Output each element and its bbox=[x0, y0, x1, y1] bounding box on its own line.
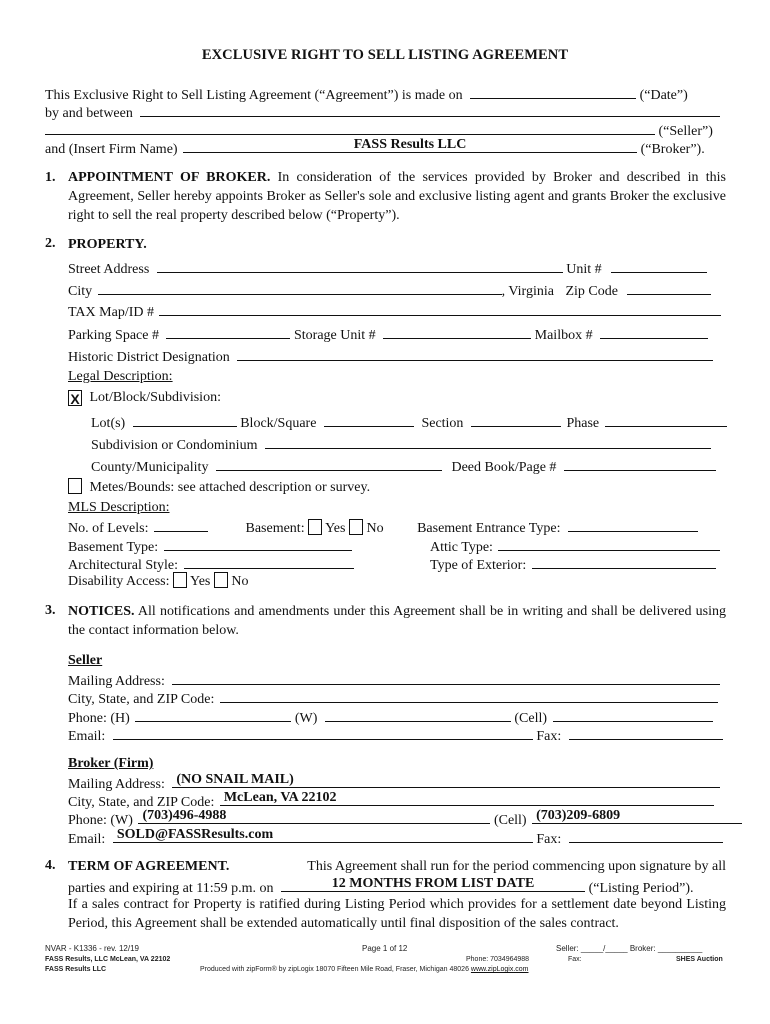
section-2-heading: PROPERTY. bbox=[68, 237, 147, 252]
footer-form-id: NVAR - K1336 - rev. 12/19 bbox=[45, 944, 139, 953]
ziplogix-link[interactable]: www.zipLogix.com bbox=[470, 966, 529, 973]
seller-email-row: Email: Fax: bbox=[68, 725, 723, 746]
levels-row: No. of Levels: Basement: Yes No Basement Entrance Type: bbox=[68, 517, 698, 538]
unit-field[interactable] bbox=[611, 258, 707, 273]
street-row: Street Address Unit # bbox=[68, 258, 707, 279]
section-3-heading: NOTICES. bbox=[68, 604, 135, 619]
footer-transaction: SHES Auction bbox=[676, 956, 723, 963]
seller-fax-field[interactable] bbox=[569, 725, 723, 740]
seller-mailing-field[interactable] bbox=[172, 670, 720, 685]
broker-fax-field[interactable] bbox=[569, 828, 723, 843]
firm-name-field[interactable]: FASS Results LLC bbox=[183, 138, 637, 153]
section-3-number: 3. bbox=[45, 603, 56, 618]
broker-csz-row: City, State, and ZIP Code: McLean, VA 22102 bbox=[68, 791, 714, 812]
attic-row: Attic Type: bbox=[430, 536, 720, 557]
section-field[interactable] bbox=[471, 412, 561, 427]
seller-contact-heading: Seller bbox=[68, 653, 103, 668]
historic-row: Historic District Designation bbox=[68, 346, 713, 367]
basement-type-row: Basement Type: bbox=[68, 536, 352, 557]
parking-row: Parking Space # Storage Unit # Mailbox # bbox=[68, 324, 708, 345]
subdivision-field[interactable] bbox=[265, 434, 711, 449]
exterior-row: Type of Exterior: bbox=[430, 554, 716, 575]
intro-line-1: This Exclusive Right to Sell Listing Agreement (“Agreement”) is made on (“Date”) bbox=[45, 84, 688, 105]
arch-row: Architectural Style: bbox=[68, 554, 354, 575]
disability-row: Disability Access: Yes No bbox=[68, 574, 249, 589]
section-4-line-2: parties and expiring at 11:59 p.m. on 12 MONTHS FROM LIST DATE (“Listing Period”). bbox=[68, 876, 694, 896]
disability-yes-checkbox[interactable] bbox=[173, 572, 187, 588]
broker-phone-work-field[interactable]: (703)496-4988 bbox=[138, 809, 490, 824]
broker-email-field[interactable]: SOLD@FASSResults.com bbox=[113, 828, 533, 843]
footer-phone: Phone: 7034964988 bbox=[466, 956, 530, 963]
arch-field[interactable] bbox=[184, 554, 354, 569]
party-field[interactable] bbox=[140, 102, 720, 117]
intro-line-3: (“Seller”) bbox=[45, 120, 713, 141]
seller-phone-cell-field[interactable] bbox=[553, 707, 713, 722]
basement-yes-checkbox[interactable] bbox=[308, 519, 322, 535]
footer-page-number: Page 1 of 12 bbox=[362, 944, 408, 953]
broker-phone-cell-field[interactable]: (703)209-6809 bbox=[532, 809, 742, 824]
taxmap-row: TAX Map/ID # bbox=[68, 301, 721, 322]
zip-field[interactable] bbox=[627, 280, 711, 295]
section-4-line-1: TERM OF AGREEMENT. This Agreement shall run for the period commencing upon signature by all bbox=[68, 859, 726, 874]
seller-csz-field[interactable] bbox=[220, 688, 718, 703]
intro-line-2: by and between bbox=[45, 102, 720, 123]
county-row: County/Municipality Deed Book/Page # bbox=[91, 456, 716, 477]
basement-no-checkbox[interactable] bbox=[349, 519, 363, 535]
storage-field[interactable] bbox=[383, 324, 531, 339]
exterior-field[interactable] bbox=[532, 554, 716, 569]
section-4-body: If a sales contract for Property is ratified during Listing Period which provides for a settlement date beyond Listing Period, this Agreement shall be extended automatically until final disposition of the sales contract. bbox=[68, 897, 726, 931]
section-2-number: 2. bbox=[45, 236, 56, 251]
mls-description-label: MLS Description: bbox=[68, 500, 170, 515]
levels-field[interactable] bbox=[154, 517, 208, 532]
footer-firm-address: FASS Results, LLC McLean, VA 22102 bbox=[45, 956, 171, 963]
legal-description-label: Legal Description: bbox=[68, 369, 173, 384]
parking-field[interactable] bbox=[166, 324, 290, 339]
section-1-text bbox=[68, 168, 726, 225]
entrance-field[interactable] bbox=[568, 517, 698, 532]
section-1-body: In consideration of the services provided by Broker and described in this Agreement, Seller hereby appoints Broker as Seller's sole and exclusive listing agent and grants Broker the exclusive right to sell the real property described below (“Property”). bbox=[68, 170, 726, 223]
seller-phone-home-field[interactable] bbox=[135, 707, 291, 722]
disability-no-checkbox[interactable] bbox=[214, 572, 228, 588]
seller-mailing-row: Mailing Address: bbox=[68, 670, 720, 691]
metes-checkbox[interactable] bbox=[68, 478, 82, 494]
street-field[interactable] bbox=[157, 258, 563, 273]
historic-field[interactable] bbox=[237, 346, 713, 361]
section-3-text bbox=[68, 602, 726, 640]
deed-field[interactable] bbox=[564, 456, 716, 471]
seller-phone-work-field[interactable] bbox=[325, 707, 511, 722]
section-4-heading: TERM OF AGREEMENT. bbox=[68, 859, 230, 874]
section-3-body: All notifications and amendments under this Agreement shall be in writing and shall be delivered using the contact information below. bbox=[68, 604, 726, 638]
taxmap-field[interactable] bbox=[159, 301, 721, 316]
broker-mailing-field[interactable]: (NO SNAIL MAIL) bbox=[172, 773, 720, 788]
lot-block-checkbox[interactable]: X bbox=[68, 390, 82, 406]
footer-fax: Fax: bbox=[568, 956, 582, 963]
date-field[interactable] bbox=[470, 84, 636, 99]
seller-email-field[interactable] bbox=[113, 725, 533, 740]
mailbox-field[interactable] bbox=[600, 324, 708, 339]
broker-csz-field[interactable]: McLean, VA 22102 bbox=[220, 791, 714, 806]
phase-field[interactable] bbox=[605, 412, 727, 427]
term-expiration-field[interactable]: 12 MONTHS FROM LIST DATE bbox=[281, 877, 585, 892]
lots-field[interactable] bbox=[133, 412, 237, 427]
footer-firm: FASS Results LLC bbox=[45, 966, 107, 973]
broker-email-row: Email: SOLD@FASSResults.com Fax: bbox=[68, 828, 723, 849]
city-row: City , Virginia Zip Code bbox=[68, 280, 711, 301]
intro-line-4: and (Insert Firm Name) FASS Results LLC (“Broker”). bbox=[45, 137, 705, 157]
metes-row: Metes/Bounds: see attached description or survey. bbox=[68, 478, 370, 497]
section-1-heading: APPOINTMENT OF BROKER. bbox=[68, 170, 271, 185]
broker-mailing-row: Mailing Address: (NO SNAIL MAIL) bbox=[68, 773, 720, 794]
section-4-number: 4. bbox=[45, 858, 56, 873]
seller-name-field[interactable] bbox=[45, 120, 655, 135]
subdivision-row: Subdivision or Condominium bbox=[91, 434, 711, 455]
seller-csz-row: City, State, and ZIP Code: bbox=[68, 688, 718, 709]
broker-phone-row: Phone: (W) (703)496-4988 (Cell) (703)209-6809 bbox=[68, 809, 742, 830]
lot-row: Lot(s) Block/Square Section Phase bbox=[91, 412, 727, 433]
city-field[interactable] bbox=[98, 280, 502, 295]
county-field[interactable] bbox=[216, 456, 442, 471]
footer-initials: Seller: _____/_____ Broker: __________ bbox=[556, 944, 703, 953]
block-field[interactable] bbox=[324, 412, 414, 427]
lot-block-row: X Lot/Block/Subdivision: bbox=[68, 389, 221, 407]
document-title: EXCLUSIVE RIGHT TO SELL LISTING AGREEMENT bbox=[201, 47, 569, 63]
basement-type-field[interactable] bbox=[164, 536, 352, 551]
footer-produced-by: Produced with zipForm® by zipLogix 18070 Fifteen Mile Road, Fraser, Michigan 48026 www.zipLogix.com bbox=[200, 966, 529, 973]
seller-phone-row: Phone: (H) (W) (Cell) bbox=[68, 707, 713, 728]
broker-contact-heading: Broker (Firm) bbox=[68, 756, 154, 771]
attic-field[interactable] bbox=[498, 536, 720, 551]
section-1-number: 1. bbox=[45, 170, 56, 185]
